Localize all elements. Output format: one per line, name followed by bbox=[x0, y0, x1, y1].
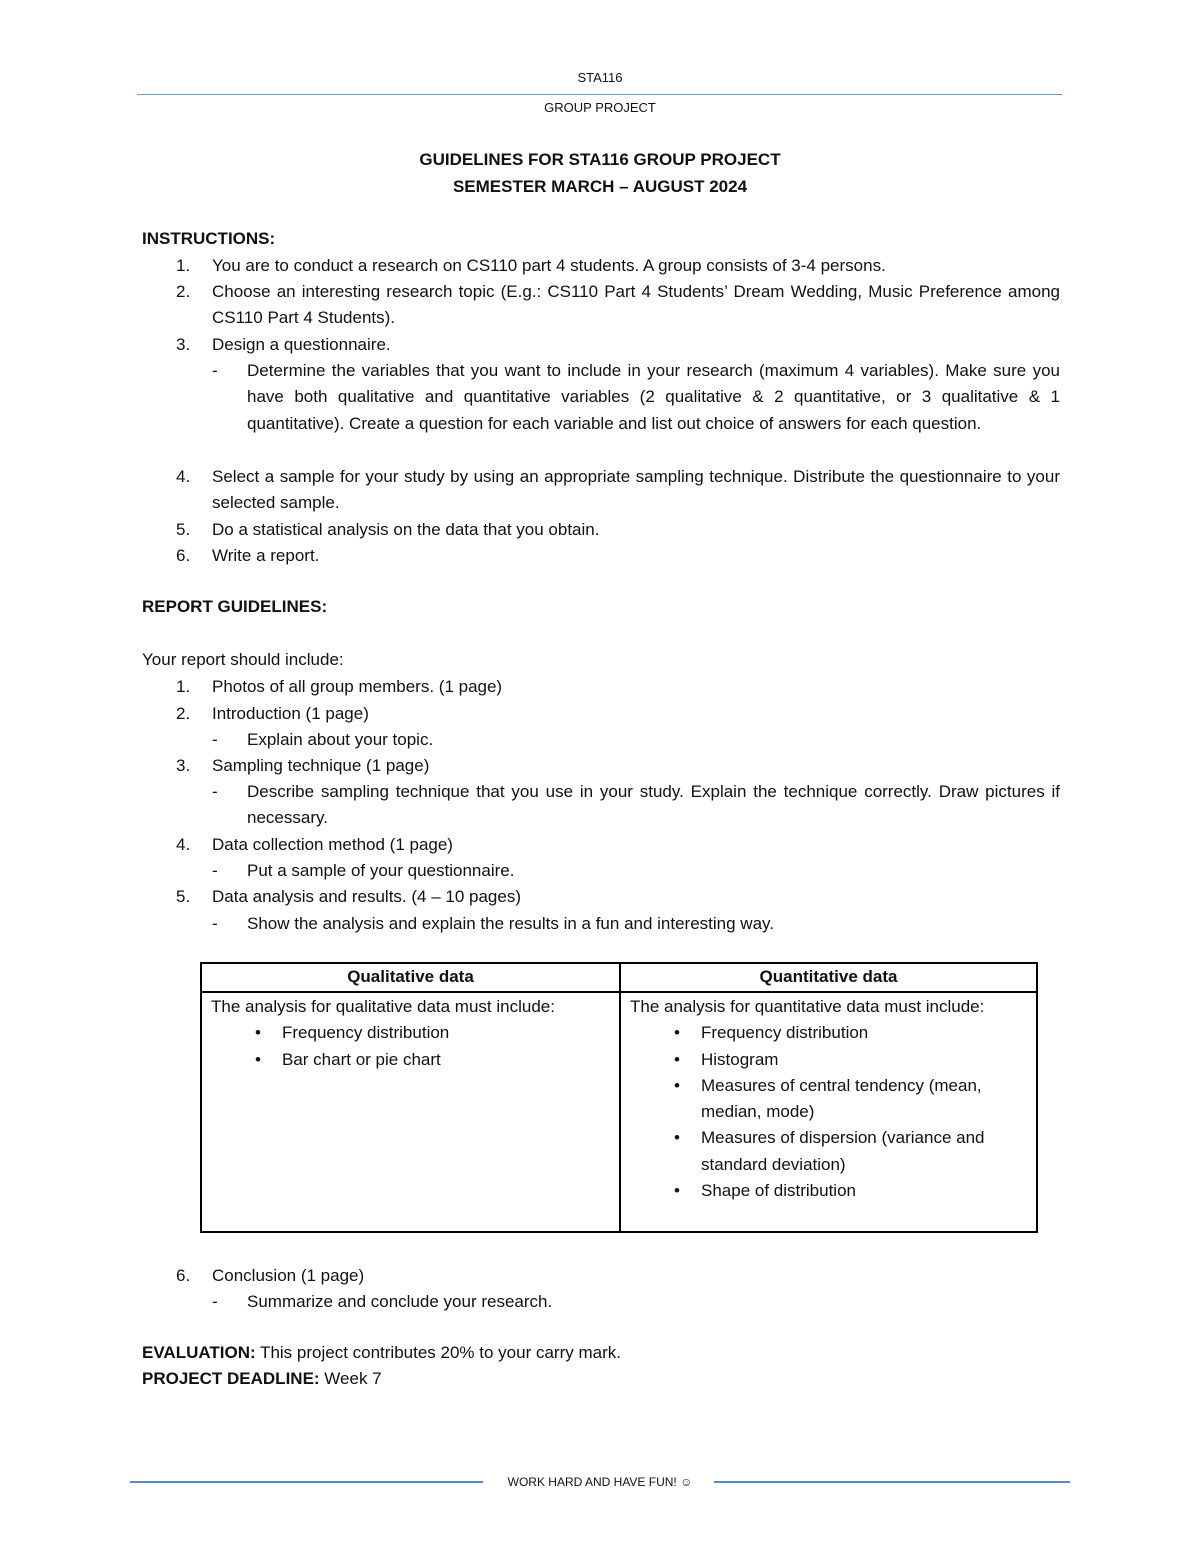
bullet-text: Measures of central tendency (mean, median, mode) bbox=[701, 1075, 982, 1122]
qualitative-column bbox=[202, 964, 619, 1231]
deadline-text: Week 7 bbox=[319, 1369, 382, 1388]
item-text: Design a questionnaire. bbox=[212, 335, 391, 354]
header-divider bbox=[137, 94, 1062, 95]
header-subtitle: GROUP PROJECT bbox=[544, 100, 656, 115]
item-text: Choose an interesting research topic (E.g.: CS110 Part 4 Students’ Dream Wedding, Music Preference among CS110 Part 4 Students). bbox=[212, 282, 1060, 328]
bullet-icon: • bbox=[674, 1181, 680, 1201]
report-heading: REPORT GUIDELINES: bbox=[142, 597, 328, 616]
bullet-text: Measures of dispersion (variance and standard deviation) bbox=[701, 1128, 985, 1174]
item-text: Data collection method (1 page) bbox=[212, 835, 453, 854]
bullet-icon: • bbox=[674, 1128, 680, 1148]
dash-marker: - bbox=[212, 730, 218, 749]
item-subtext: Describe sampling technique that you use in your study. Explain the technique correctly. Draw pictures if necessary. bbox=[247, 782, 1060, 828]
item-number: 6. bbox=[176, 546, 191, 565]
item-text: Data analysis and results. (4 – 10 pages) bbox=[212, 887, 522, 906]
item-text: You are to conduct a research on CS110 part 4 students. A group consists of 3-4 persons. bbox=[212, 256, 886, 275]
evaluation-label: EVALUATION: bbox=[142, 1343, 256, 1362]
quantitative-intro: The analysis for quantitative data must include: bbox=[630, 997, 985, 1016]
item-subtext: Summarize and conclude your research. bbox=[247, 1292, 553, 1311]
bullet-icon: • bbox=[674, 1049, 680, 1069]
bullet-text: Bar chart or pie chart bbox=[282, 1049, 441, 1069]
qualitative-header: Qualitative data bbox=[347, 967, 474, 986]
bullet-text: Histogram bbox=[701, 1049, 779, 1069]
instructions-heading: INSTRUCTIONS: bbox=[142, 229, 276, 248]
dash-marker: - bbox=[212, 914, 218, 933]
analysis-table bbox=[200, 962, 1038, 1233]
bullet-icon: • bbox=[674, 1023, 680, 1043]
item-number: 1. bbox=[176, 256, 191, 275]
document-semester: SEMESTER MARCH – AUGUST 2024 bbox=[452, 177, 748, 196]
item-text: Photos of all group members. (1 page) bbox=[212, 677, 503, 696]
item-subtext: Explain about your topic. bbox=[247, 730, 434, 749]
item-number: 5. bbox=[176, 887, 191, 906]
quantitative-header: Quantitative data bbox=[759, 967, 898, 986]
item-text: Introduction (1 page) bbox=[212, 704, 369, 723]
item-number: 3. bbox=[176, 335, 191, 354]
bullet-icon: • bbox=[255, 1023, 261, 1043]
document-title: GUIDELINES FOR STA116 GROUP PROJECT bbox=[419, 150, 781, 169]
qualitative-body bbox=[211, 994, 591, 1073]
dash-marker: - bbox=[212, 1292, 218, 1311]
list-item bbox=[211, 1047, 591, 1073]
list-item bbox=[630, 1047, 1010, 1073]
item-number: 4. bbox=[176, 835, 191, 854]
qualitative-intro: The analysis for qualitative data must include: bbox=[211, 997, 555, 1016]
item-subtext: Put a sample of your questionnaire. bbox=[247, 861, 515, 880]
item-number: 3. bbox=[176, 756, 191, 775]
bullet-text: Shape of distribution bbox=[701, 1181, 856, 1201]
list-item bbox=[630, 1178, 1010, 1204]
item-number: 2. bbox=[176, 282, 191, 301]
item-text: Do a statistical analysis on the data that you obtain. bbox=[212, 520, 600, 539]
list-item bbox=[630, 1073, 1010, 1126]
item-number: 6. bbox=[176, 1266, 191, 1285]
deadline-line bbox=[142, 1369, 382, 1389]
evaluation-line bbox=[142, 1343, 621, 1363]
bullet-icon: • bbox=[674, 1075, 680, 1095]
dash-marker: - bbox=[212, 361, 218, 380]
bullet-text: Frequency distribution bbox=[701, 1023, 869, 1043]
quantitative-column bbox=[621, 964, 1036, 1231]
dash-marker: - bbox=[212, 861, 218, 880]
item-number: 4. bbox=[176, 467, 191, 486]
bullet-icon: • bbox=[255, 1049, 261, 1069]
footer-rule-right bbox=[714, 1481, 1070, 1483]
list-item bbox=[630, 1125, 1010, 1178]
quantitative-body bbox=[630, 994, 1010, 1204]
item-text: Select a sample for your study by using an appropriate sampling technique. Distribute the questionnaire to your selected sample. bbox=[212, 467, 1060, 513]
list-item bbox=[211, 1020, 591, 1046]
item-text: Conclusion (1 page) bbox=[212, 1266, 365, 1285]
report-intro: Your report should include: bbox=[142, 650, 344, 669]
item-subtext: Determine the variables that you want to include in your research (maximum 4 variables). Make sure you have both qualitative and quantitative variables (2 qualitative & 2 quantitative, or 3 qualitative & 1 quantitative). Create a question for each variable and list out choice of answers for each question. bbox=[247, 361, 1060, 433]
bullet-text: Frequency distribution bbox=[282, 1023, 450, 1043]
item-subtext: Show the analysis and explain the results in a fun and interesting way. bbox=[247, 914, 774, 933]
footer-text: WORK HARD AND HAVE FUN! ☺ bbox=[507, 1475, 693, 1489]
item-text: Sampling technique (1 page) bbox=[212, 756, 430, 775]
deadline-label: PROJECT DEADLINE: bbox=[142, 1369, 320, 1388]
header-course-code: STA116 bbox=[577, 70, 623, 85]
list-item bbox=[630, 1020, 1010, 1046]
item-number: 5. bbox=[176, 520, 191, 539]
item-number: 2. bbox=[176, 704, 191, 723]
evaluation-text: This project contributes 20% to your carry mark. bbox=[255, 1343, 621, 1362]
dash-marker: - bbox=[212, 782, 218, 801]
item-text: Write a report. bbox=[212, 546, 320, 565]
item-number: 1. bbox=[176, 677, 191, 696]
